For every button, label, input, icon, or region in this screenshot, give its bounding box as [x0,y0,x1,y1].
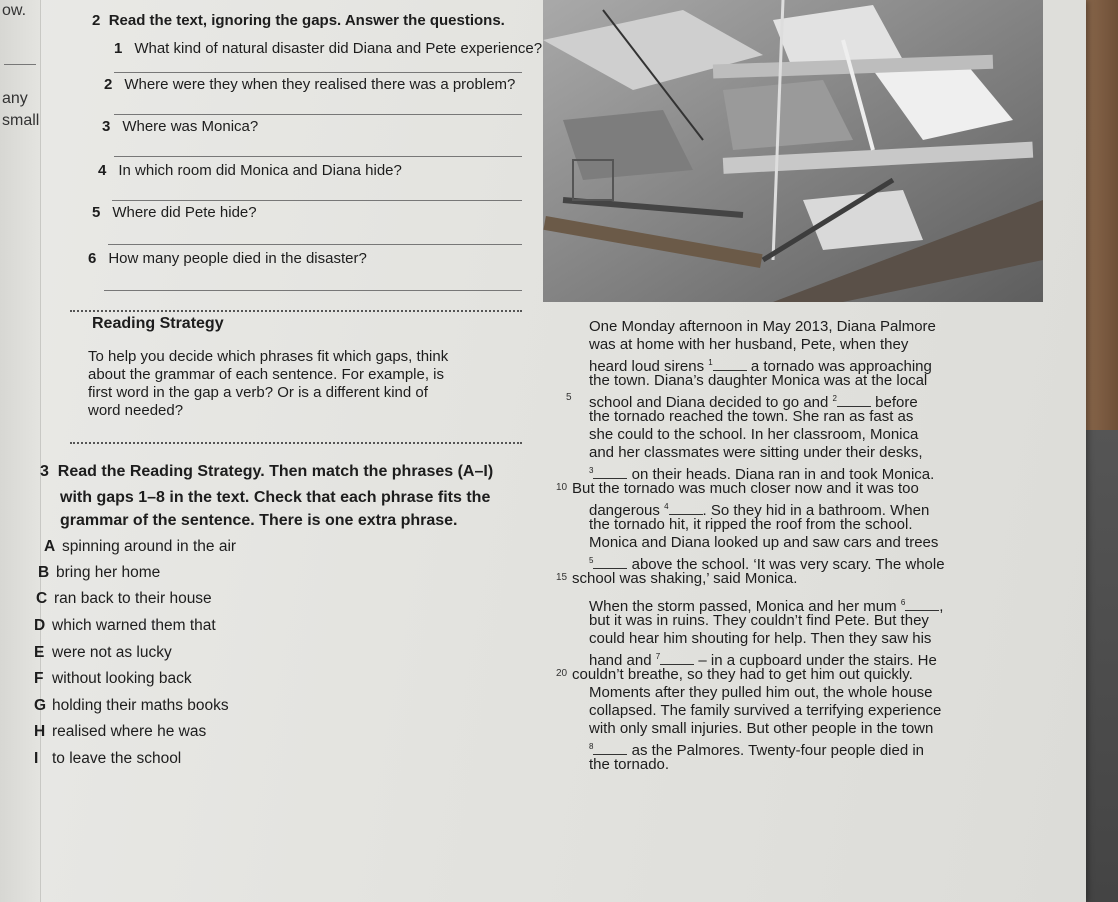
story-line-14: $^5$ above the school. ‘It was very scary. The whole [589,556,945,573]
exercise-2-number: 2 [92,12,101,29]
story-line-5: school and Diana decided to go and $^2$ before [589,394,918,411]
option-c[interactable]: C ran back to their house [36,590,212,607]
story-line-6: the tornado reached the town. She ran as fast as [589,408,914,425]
exercise-3-number: 3 [40,463,49,480]
answer-line-2[interactable] [114,114,522,115]
story-line-16: When the storm passed, Monica and her mum $^6$ , [589,598,944,615]
question-3: 3 Where was Monica? [102,118,259,135]
story-line-13: Monica and Diana looked up and saw cars and trees [589,534,939,551]
answer-line-4[interactable] [112,200,522,201]
question-6: 6 How many people died in the disaster? [88,250,367,267]
option-b[interactable]: B bring her home [38,564,161,581]
cut-off-text-any: any [2,90,28,107]
line-number-10: 10 [556,482,568,493]
question-1: 1 What kind of natural disaster did Diana and Pete experience? [114,40,543,57]
gap-number-4: 4 [664,502,669,511]
exercise-3-line-1: 3 Read the Reading Strategy. Then match the phrases (A–I) [40,463,494,480]
option-a[interactable]: A spinning around in the air [44,538,237,555]
story-line-11: dangerous $^4$ . So they hid in a bathroom. When [589,502,930,519]
answer-line-1[interactable] [114,72,522,73]
cut-off-text-small: small [2,112,40,129]
story-line-10: But the tornado was much closer now and it was too [572,480,919,497]
option-h[interactable]: H realised where he was [34,723,207,740]
story-line-3: heard loud sirens $^1$ a tornado was approaching [589,358,932,375]
story-line-23: with only small injuries. But other people in the town [589,720,934,737]
gap-number-6: 6 [900,598,906,607]
option-i[interactable]: I to leave the school [34,750,182,767]
cut-off-text-top: ow. [2,2,27,19]
gap-number-5: 5 [589,556,594,565]
story-line-17: but it was in ruins. They couldn’t find Pete. But they [589,612,929,629]
cut-off-line [4,64,36,65]
reading-strategy-line-2: about the grammar of each sentence. For example, is [88,366,445,383]
tornado-debris-photo [543,0,1043,302]
line-number-5: 5 [566,392,572,403]
story-line-24: $^8$ as the Palmores. Twenty-four people died in [589,742,925,759]
gap-number-2: 2 [832,394,837,403]
gap-number-1: 1 [708,358,713,367]
reading-strategy-line-1: To help you decide which phrases fit which gaps, think [88,348,449,365]
answer-line-3[interactable] [114,156,522,157]
story-line-4: the town. Diana’s daughter Monica was at the local [589,372,928,389]
gap-number-8: 8 [589,742,594,751]
story-line-20: couldn’t breathe, so they had to get him out quickly. [572,666,913,683]
option-g[interactable]: G holding their maths books [34,697,229,714]
story-line-25: the tornado. [589,756,670,773]
story-line-19: hand and $^7$ – in a cupboard under the stairs. He [589,652,937,669]
story-line-8: and her classmates were sitting under their desks, [589,444,923,461]
answer-line-5[interactable] [108,244,522,245]
story-line-21: Moments after they pulled him out, the whole house [589,684,933,701]
question-4: 4 In which room did Monica and Diana hide? [98,162,402,179]
story-line-18: could hear him shouting for help. Then they saw his [589,630,932,647]
debris-illustration [543,0,1043,302]
line-number-20: 20 [556,668,568,679]
reading-strategy-line-4: word needed? [88,402,184,419]
line-number-15: 15 [556,572,568,583]
option-e[interactable]: E were not as lucky [34,644,172,661]
story-line-7: she could to the school. In her classroom, Monica [589,426,919,443]
reading-strategy-title: Reading Strategy [92,315,224,332]
exercise-3-line-2: with gaps 1–8 in the text. Check that each phrase fits the [60,489,491,506]
reading-strategy-line-3: first word in the gap a verb? Or is a different kind of [88,384,428,401]
story-line-1: One Monday afternoon in May 2013, Diana Palmore [589,318,936,335]
question-5: 5 Where did Pete hide? [92,204,257,221]
story-line-22: collapsed. The family survived a terrifying experience [589,702,942,719]
gap-number-3: 3 [589,466,594,475]
story-line-15: school was shaking,’ said Monica. [572,570,798,587]
exercise-2-instruction: Read the text, ignoring the gaps. Answer the questions. [108,12,505,29]
question-2: 2 Where were they when they realised there was a problem? [104,76,516,93]
option-d[interactable]: D which warned them that [34,617,216,634]
story-line-12: the tornado hit, it ripped the roof from the school. [589,516,913,533]
story-line-2: was at home with her husband, Pete, when they [589,336,909,353]
exercise-2-heading [92,12,505,29]
story-line-9: $^3$ on their heads. Diana ran in and took Monica. [589,466,935,483]
exercise-3-line-3: grammar of the sentence. There is one extra phrase. [60,512,458,529]
answer-line-6[interactable] [104,290,522,291]
gap-number-7: 7 [655,652,661,661]
option-f[interactable]: F without looking back [34,670,192,687]
